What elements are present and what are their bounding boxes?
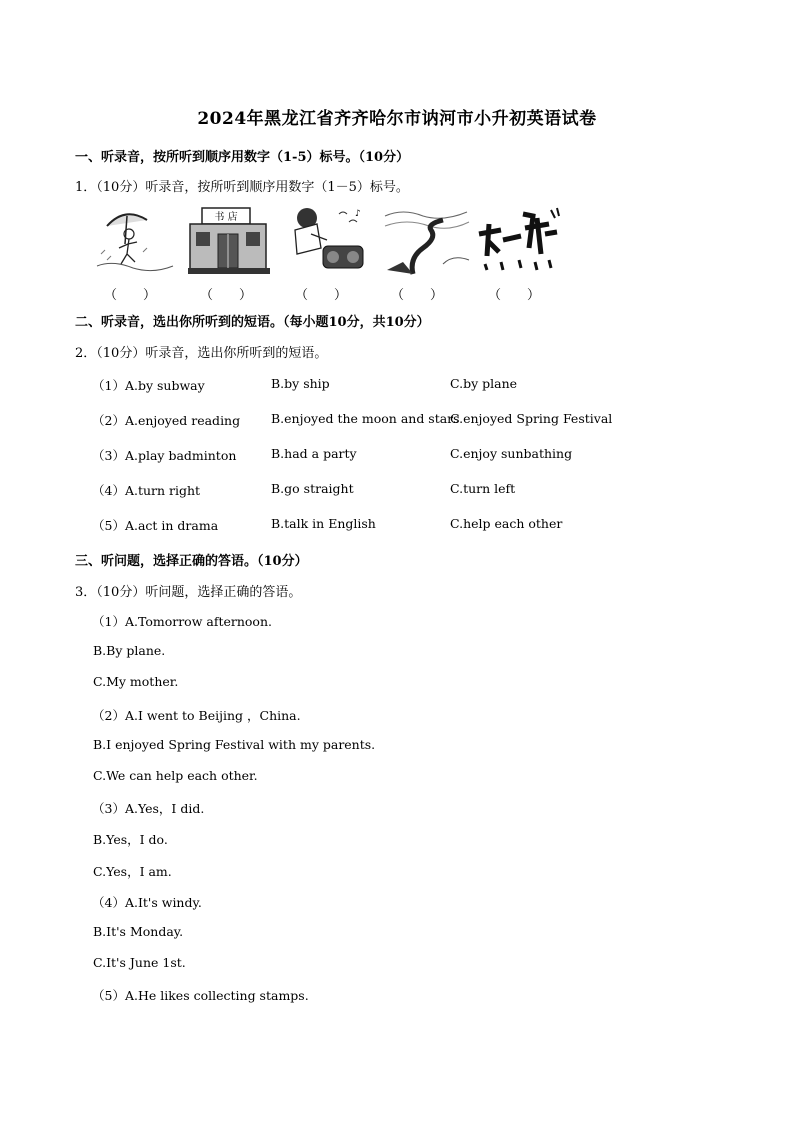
- q3-line-4: （2）A.I went to Beijing ，China.: [92, 708, 301, 723]
- answer-blank-5[interactable]: （ ）: [487, 288, 540, 303]
- q2-item-2-option-b: B.enjoyed the moon and stars: [271, 411, 460, 426]
- q2-item-1-option-a: （1）A.by subway: [92, 378, 205, 393]
- q3-line-9: C.Yes，I am.: [93, 864, 172, 879]
- section-2-heading: 二、听录音，选出你所听到的短语。（每小题10分，共10分）: [75, 315, 430, 330]
- bookstore-building-icon: [186, 204, 274, 276]
- q2-item-4-option-c: C.turn left: [450, 481, 516, 496]
- question-1: 1．（10分）听录音，按所听到顺序用数字（1－5）标号。: [75, 180, 409, 195]
- q2-item-5-option-c: C.help each other: [450, 516, 563, 531]
- answer-blank-2[interactable]: （ ）: [199, 288, 252, 303]
- river-landscape-icon: [383, 204, 471, 276]
- section-1-heading: 一、听录音，按所听到顺序用数字（1-5）标号。（10分）: [75, 150, 410, 165]
- section-3-heading: 三、听问题，选择正确的答语。（10分）: [75, 554, 308, 569]
- q3-line-1: （1）A.Tomorrow afternoon.: [92, 614, 272, 629]
- boy-with-radio-icon: [287, 204, 375, 276]
- page-title: 2024年黑龙江省齐齐哈尔市讷河市小升初英语试卷: [197, 109, 597, 129]
- girl-with-umbrella-icon: [93, 204, 181, 276]
- q2-item-3-option-b: B.had a party: [271, 446, 357, 461]
- q3-line-13: （5）A.He likes collecting stamps.: [92, 988, 309, 1003]
- q3-line-3: C.My mother.: [93, 674, 179, 689]
- q2-item-2-option-c: C.enjoyed Spring Festival: [450, 411, 613, 426]
- q3-line-6: C.We can help each other.: [93, 768, 258, 783]
- q3-line-8: B.Yes，I do.: [93, 832, 168, 847]
- svg-text:♪: ♪: [355, 209, 361, 219]
- q2-item-3-option-a: （3）A.play badminton: [92, 448, 237, 463]
- q2-item-1-option-c: C.by plane: [450, 376, 518, 391]
- question-2: 2．（10分）听录音，选出你所听到的短语。: [75, 346, 328, 361]
- q2-item-5-option-a: （5）A.act in drama: [92, 518, 219, 533]
- q3-line-7: （3）A.Yes，I did.: [92, 801, 205, 816]
- q2-item-1-option-b: B.by ship: [271, 376, 330, 391]
- answer-blank-1[interactable]: （ ）: [103, 288, 156, 303]
- question-3: 3．（10分）听问题，选择正确的答语。: [75, 585, 302, 600]
- q3-line-5: B.I enjoyed Spring Festival with my parents.: [93, 737, 376, 752]
- q3-line-2: B.By plane.: [93, 643, 166, 658]
- q2-item-2-option-a: （2）A.enjoyed reading: [92, 413, 241, 428]
- art-lettering-icon: [475, 204, 563, 276]
- q2-item-3-option-c: C.enjoy sunbathing: [450, 446, 573, 461]
- q3-line-11: B.It's Monday.: [93, 924, 184, 939]
- answer-blank-3[interactable]: （ ）: [294, 288, 347, 303]
- q2-item-5-option-b: B.talk in English: [271, 516, 376, 531]
- bookstore-sign: 书 店: [214, 212, 238, 223]
- q3-line-12: C.It's June 1st.: [93, 955, 186, 970]
- q2-item-4-option-b: B.go straight: [271, 481, 354, 496]
- q2-item-4-option-a: （4）A.turn right: [92, 483, 201, 498]
- answer-blank-4[interactable]: （ ）: [390, 288, 443, 303]
- q3-line-10: （4）A.It's windy.: [92, 895, 202, 910]
